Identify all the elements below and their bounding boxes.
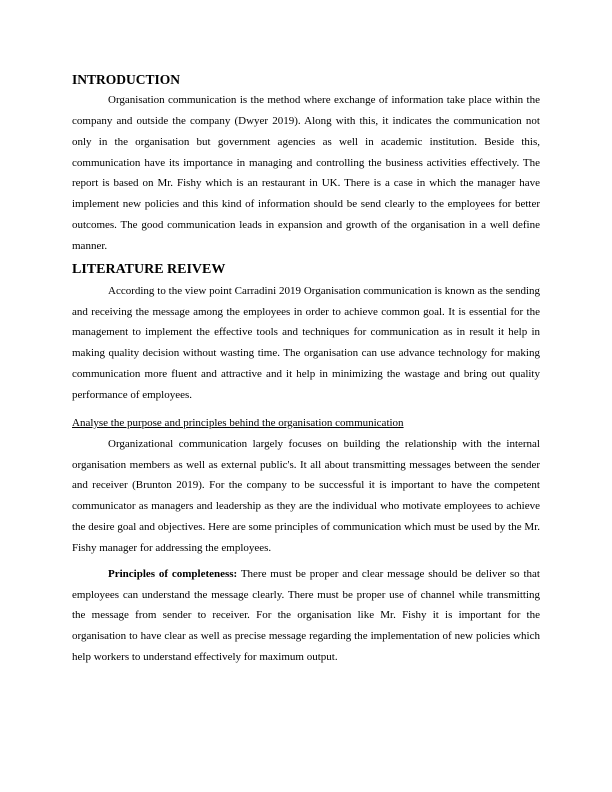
principle-completeness-label: Principles of completeness: xyxy=(108,567,238,580)
organizational-communication-paragraph: Organizational communication largely focuses on building the relationship with the internal organisation members as well as external public's. It all about transmitting messages between the sender and receiver (Brunton 2019). For the company to be successful it is important to have the competent communicator as managers and leadership as they are the individual who motivate employees to achieve the desire goal and objectives. Here are some principles of communication which must be used by the Mr. Fishy manager for addressing the employees. xyxy=(72,437,540,554)
introduction-heading: INTRODUCTION xyxy=(72,72,181,87)
purpose-principles-subheading: Analyse the purpose and principles behind the organisation communication xyxy=(72,416,404,429)
literature-review-paragraph: According to the view point Carradini 2019 Organisation communication is known as the sending and receiving the message among the employees in order to achieve common goal. It is essential for the management to implement the effective tools and techniques for communication as in result it help in making quality decision without wasting time. The organisation can use advance technology for making communication more fluent and attractive and it help in minimizing the wastage and bring out quality performance of employees. xyxy=(72,284,540,401)
document-body xyxy=(72,70,540,668)
principle-completeness-text: There must be proper and clear message should be deliver so that employees can understand the message clearly. There must be proper use of channel while transmitting the message from sender to receiver. For the organisation like Mr. Fishy it is important for the organisation to have clear as well as precise message regarding the implementation of new policies which help workers to understand effectively for maximum output. xyxy=(72,567,540,664)
introduction-paragraph: Organisation communication is the method where exchange of information take place within the company and outside the company (Dwyer 2019). Along with this, it indicates the communication not only in the organisation but government agencies as well in academic institution. Beside this, communication have its importance in managing and controlling the business activities effectively. The report is based on Mr. Fishy which is an restaurant in UK. There is a case in which the manager have implement new policies and this kind of information should be send clearly to the employees for better outcomes. The good communication leads in expansion and growth of the organisation in a well define manner. xyxy=(72,94,540,252)
literature-review-heading: LITERATURE REIVEW xyxy=(72,261,226,277)
principle-completeness-paragraph xyxy=(72,564,540,668)
